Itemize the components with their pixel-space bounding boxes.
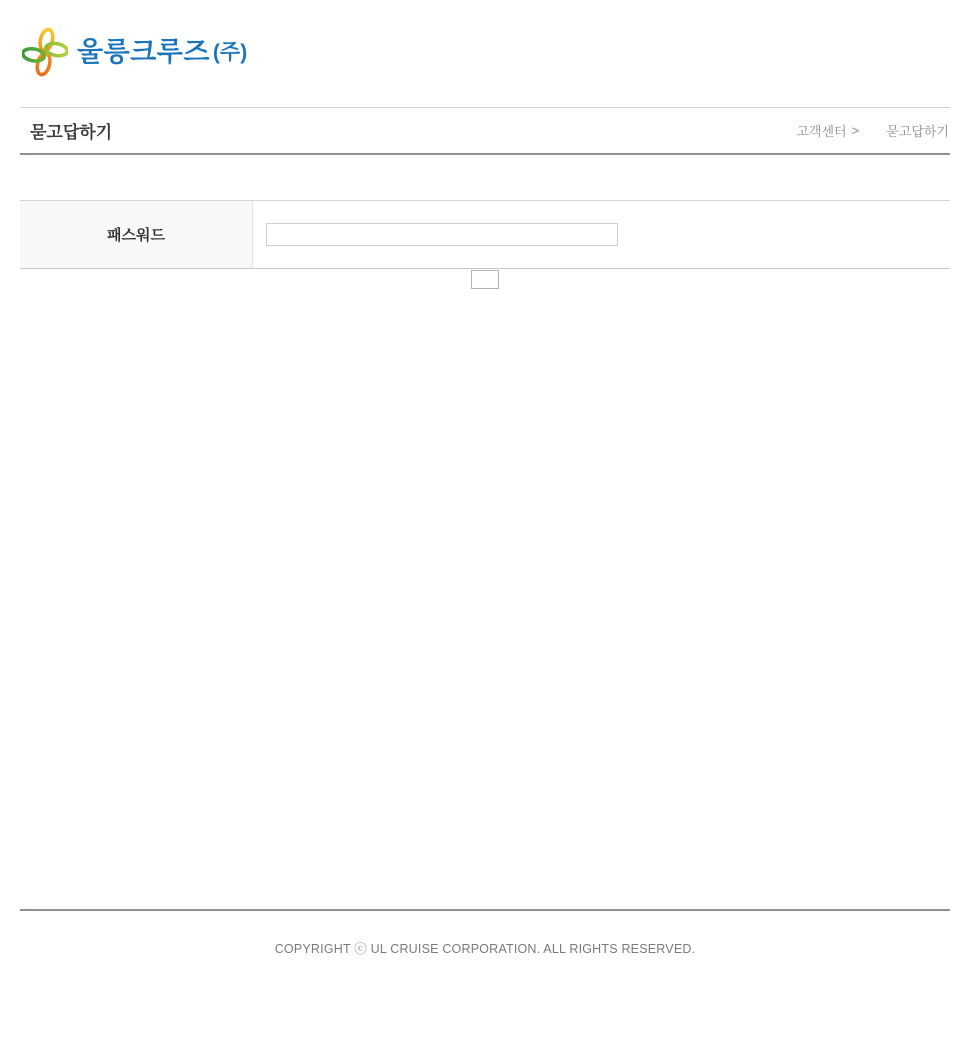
password-input[interactable] [266, 223, 618, 246]
title-bar [20, 107, 950, 155]
copyright-text: COPYRIGHT ⓒ UL CRUISE CORPORATION. ALL RIGHTS RESERVED. [274, 942, 696, 956]
password-label: 패스워드 [107, 227, 165, 244]
breadcrumb-parent[interactable]: 고객센터 [796, 124, 847, 139]
footer-divider [20, 909, 950, 911]
password-input-cell [253, 201, 950, 268]
password-label-cell [20, 201, 253, 268]
breadcrumb-separator: > [851, 123, 860, 138]
logo-flower-icon [22, 27, 68, 77]
submit-button[interactable] [471, 270, 499, 289]
password-form-table [20, 200, 950, 269]
breadcrumb-current[interactable]: 묻고답하기 [886, 124, 949, 139]
brand-suffix: (주) [212, 40, 248, 64]
logo[interactable] [22, 27, 247, 77]
breadcrumb [796, 121, 950, 140]
page-title: 묻고답하기 [30, 123, 113, 142]
logo-text [77, 36, 248, 67]
brand-name: 울릉크루즈 [77, 36, 210, 67]
